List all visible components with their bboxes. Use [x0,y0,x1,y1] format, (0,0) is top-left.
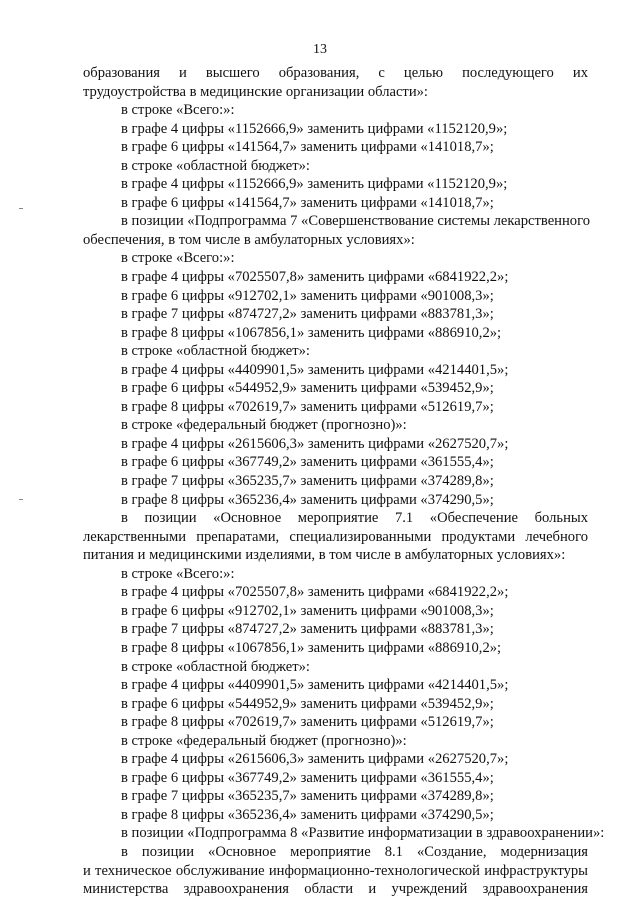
text-line: в графе 4 цифры «1152666,9» заменить цифрами «1152120,9»; [121,176,508,193]
text-line: в графе 6 цифры «912702,1» заменить цифрами «901008,3»; [121,602,494,619]
text-line: в графе 6 цифры «544952,9» заменить цифрами «539452,9»; [121,695,494,712]
text-line: в графе 4 цифры «2615606,3» заменить цифрами «2627520,7»; [121,751,509,768]
document-body [83,64,605,899]
text-line: в позиции «Подпрограмма 7 «Совершенствование системы лекарственного [121,213,591,230]
text-line: в строке «областной бюджет»: [121,658,310,675]
text-line: в позиции «Основное мероприятие 8.1 «Создание, модернизация [121,843,588,860]
page-number: 13 [313,42,327,57]
text-line: в графе 4 цифры «1152666,9» заменить цифрами «1152120,9»; [121,120,508,137]
text-line: в графе 7 цифры «874727,2» заменить цифрами «883781,3»; [121,621,494,638]
text-line: трудоустройства в медицинские организации области»: [83,83,428,100]
text-line: в графе 7 цифры «874727,2» заменить цифрами «883781,3»; [121,306,494,323]
text-line: в графе 4 цифры «7025507,8» заменить цифрами «6841922,2»; [121,269,509,286]
text-line: в строке «федеральный бюджет (прогнозно)»: [121,417,407,434]
text-line: в позиции «Основное мероприятие 7.1 «Обеспечение больных [121,510,588,527]
text-line: в графе 8 цифры «365236,4» заменить цифрами «374290,5»; [121,806,494,823]
text-line: в строке «Всего:»: [121,102,235,119]
text-line: в графе 8 цифры «702619,7» заменить цифрами «512619,7»; [121,398,494,415]
text-line: в строке «областной бюджет»: [121,343,310,360]
text-line: в графе 8 цифры «365236,4» заменить цифрами «374290,5»; [121,491,494,508]
text-line: в графе 6 цифры «367749,2» заменить цифрами «361555,4»; [121,454,494,471]
text-line: в графе 6 цифры «367749,2» заменить цифрами «361555,4»; [121,769,494,786]
text-line: в строке «областной бюджет»: [121,157,310,174]
scan-mark [19,208,23,209]
text-line: в графе 4 цифры «7025507,8» заменить цифрами «6841922,2»; [121,584,509,601]
text-line: в графе 8 цифры «1067856,1» заменить цифрами «886910,2»; [121,324,502,341]
text-line: обеспечения, в том числе в амбулаторных условиях»: [83,231,415,248]
text-line: в графе 4 цифры «2615606,3» заменить цифрами «2627520,7»; [121,435,509,452]
text-line: в графе 4 цифры «4409901,5» заменить цифрами «4214401,5»; [121,361,509,378]
scan-mark [19,499,23,500]
text-line: в строке «Всего:»: [121,250,235,267]
text-line: в графе 6 цифры «141564,7» заменить цифрами «141018,7»; [121,194,494,211]
text-line: в графе 4 цифры «4409901,5» заменить цифрами «4214401,5»; [121,677,509,694]
text-line: в строке «федеральный бюджет (прогнозно)»: [121,732,407,749]
text-line: и техническое обслуживание информационно-технологической инфраструктуры [83,862,588,879]
text-line: в графе 6 цифры «141564,7» заменить цифрами «141018,7»; [121,139,494,156]
text-line: питания и медицинскими изделиями, в том числе в амбулаторных условиях»: [83,547,566,564]
text-line: лекарственными препаратами, специализированными продуктами лечебного [83,528,588,545]
text-line: в графе 8 цифры «702619,7» заменить цифрами «512619,7»; [121,714,494,731]
text-line: образования и высшего образования, с целью последующего их [83,65,588,81]
text-line: в позиции «Подпрограмма 8 «Развитие информатизации в здравоохранении»: [121,825,605,842]
text-line: в графе 7 цифры «365235,7» заменить цифрами «374289,8»; [121,788,494,805]
text-line: в графе 6 цифры «912702,1» заменить цифрами «901008,3»; [121,287,494,304]
text-line: в строке «Всего:»: [121,565,235,582]
text-line: в графе 6 цифры «544952,9» заменить цифрами «539452,9»; [121,380,494,397]
text-line: министерства здравоохранения области и учреждений здравоохранения [83,881,588,898]
text-line: в графе 7 цифры «365235,7» заменить цифрами «374289,8»; [121,473,494,490]
text-line: в графе 8 цифры «1067856,1» заменить цифрами «886910,2»; [121,639,502,656]
